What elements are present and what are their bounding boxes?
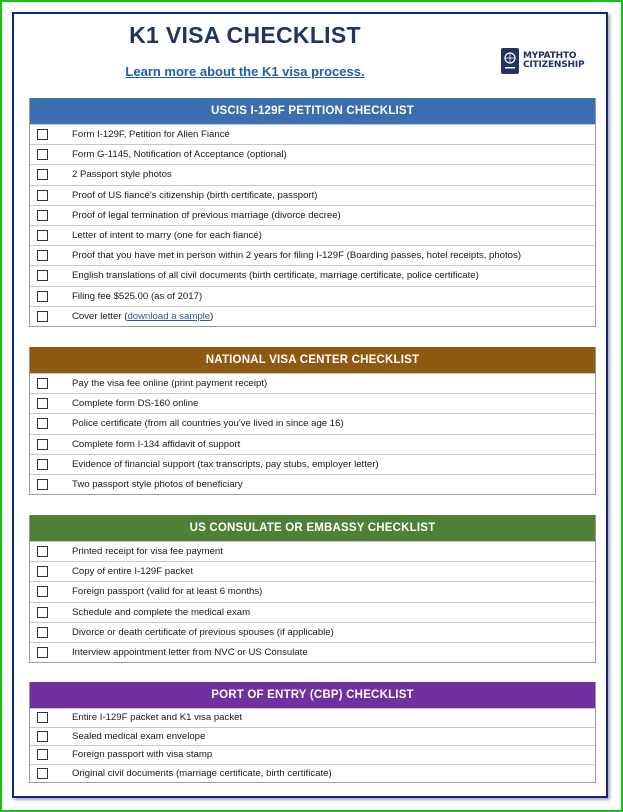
checklist-item <box>30 708 595 727</box>
item-label: Entire I-129F packet and K1 visa packet <box>72 712 243 724</box>
checklist-item <box>30 286 595 306</box>
page-title: K1 VISA CHECKLIST <box>129 22 361 48</box>
checklist-item <box>30 185 595 205</box>
item-label: English translations of all civil documents (birth certificate, marriage certificate, police certificate) <box>72 270 479 282</box>
cbp-section <box>29 682 596 783</box>
checkbox[interactable] <box>37 129 48 140</box>
item-label: Pay the visa fee online (print payment receipt) <box>72 378 268 390</box>
item-label: Divorce or death certificate of previous spouses (if applicable) <box>72 626 334 638</box>
item-label <box>72 311 213 322</box>
item-label: Complete form I-134 affidavit of support <box>72 438 241 450</box>
checklist-item <box>30 144 595 164</box>
logo-line2: CITIZENSHIP <box>523 60 585 70</box>
section-header: US CONSULATE OR EMBASSY CHECKLIST <box>30 515 595 541</box>
passport-icon <box>499 47 521 75</box>
checkbox[interactable] <box>37 210 48 221</box>
checklist-item <box>30 474 595 494</box>
checkbox[interactable] <box>37 291 48 302</box>
item-label: Letter of intent to marry (one for each fiancé) <box>72 230 262 242</box>
nvc-section <box>29 347 596 495</box>
checkbox[interactable] <box>37 459 48 470</box>
item-label: Police certificate (from all countries you've lived in since age 16) <box>72 418 344 430</box>
checklist-item <box>30 124 595 144</box>
checklist-item <box>30 581 595 601</box>
item-label: Filing fee $525.00 (as of 2017) <box>72 290 203 302</box>
checklist-item <box>30 561 595 581</box>
checkbox[interactable] <box>37 586 48 597</box>
checklist-item <box>30 164 595 184</box>
checklist-item <box>30 454 595 474</box>
item-label: Copy of entire I-129F packet <box>72 566 194 578</box>
item-label: Schedule and complete the medical exam <box>72 606 251 618</box>
checklist-item <box>30 245 595 265</box>
checkbox[interactable] <box>37 378 48 389</box>
checkbox[interactable] <box>37 749 48 760</box>
checkbox[interactable] <box>37 647 48 658</box>
checkbox[interactable] <box>37 270 48 281</box>
checklist-item <box>30 393 595 413</box>
download-sample-link[interactable]: download a sample <box>127 310 211 322</box>
checkbox[interactable] <box>37 311 48 322</box>
logo-line1: MYPATHTO <box>523 51 577 61</box>
checkbox[interactable] <box>37 768 48 779</box>
checkbox[interactable] <box>37 250 48 261</box>
item-label: Printed receipt for visa fee payment <box>72 546 223 558</box>
item-label: Proof that you have met in person within 2 years for filing I-129F (Boarding passes, hotel receipts, photos) <box>72 250 522 262</box>
item-label: Proof of legal termination of previous marriage (divorce decree) <box>72 209 341 221</box>
checklist-item <box>30 727 595 746</box>
checkbox[interactable] <box>37 439 48 450</box>
checkbox[interactable] <box>37 712 48 723</box>
logo-text <box>523 52 584 70</box>
section-header: USCIS I-129F PETITION CHECKLIST <box>30 98 595 124</box>
checkbox[interactable] <box>37 230 48 241</box>
checklist-item <box>30 265 595 285</box>
checkbox[interactable] <box>37 566 48 577</box>
item-label: Interview appointment letter from NVC or US Consulate <box>72 647 308 659</box>
checklist-item <box>30 541 595 561</box>
checkbox[interactable] <box>37 607 48 618</box>
checklist-item-cover-letter <box>30 306 595 326</box>
cover-letter-text: Cover letter ( <box>72 310 128 322</box>
learn-more-link[interactable]: Learn more about the K1 visa process. <box>125 64 365 79</box>
item-label: Foreign passport with visa stamp <box>72 749 213 761</box>
checklist-item <box>30 642 595 662</box>
checkbox[interactable] <box>37 546 48 557</box>
checklist-item <box>30 602 595 622</box>
item-label: Original civil documents (marriage certificate, birth certificate) <box>72 767 332 779</box>
item-label: Form I-129F, Petition for Alien Fiancé <box>72 129 230 141</box>
checkbox[interactable] <box>37 398 48 409</box>
section-header: NATIONAL VISA CENTER CHECKLIST <box>30 347 595 373</box>
checklist-item <box>30 373 595 393</box>
checklist-item <box>30 413 595 433</box>
checkbox[interactable] <box>37 731 48 742</box>
checkbox[interactable] <box>37 479 48 490</box>
item-label: Form G-1145, Notification of Acceptance (optional) <box>72 149 287 161</box>
checkbox[interactable] <box>37 169 48 180</box>
uscis-section <box>29 98 596 327</box>
item-label: Foreign passport (valid for at least 6 months) <box>72 586 263 598</box>
checkbox[interactable] <box>37 627 48 638</box>
checkbox[interactable] <box>37 190 48 201</box>
checklist-item <box>30 745 595 764</box>
item-label: Evidence of financial support (tax transcripts, pay stubs, employer letter) <box>72 458 379 470</box>
checkbox[interactable] <box>37 149 48 160</box>
item-label: Two passport style photos of beneficiary <box>72 479 243 491</box>
checkbox[interactable] <box>37 418 48 429</box>
checklist-item <box>30 764 595 783</box>
cover-letter-close: ) <box>210 310 214 322</box>
checklist-item <box>30 434 595 454</box>
section-header: PORT OF ENTRY (CBP) CHECKLIST <box>30 682 595 708</box>
item-label: 2 Passport style photos <box>72 169 172 181</box>
consulate-section <box>29 515 596 663</box>
item-label: Sealed medical exam envelope <box>72 730 206 742</box>
checklist-item <box>30 205 595 225</box>
item-label: Complete form DS-160 online <box>72 398 199 410</box>
item-label: Proof of US fiancé's citizenship (birth certificate, passport) <box>72 189 318 201</box>
checklist-item <box>30 225 595 245</box>
checklist-item <box>30 622 595 642</box>
logo <box>499 46 585 76</box>
